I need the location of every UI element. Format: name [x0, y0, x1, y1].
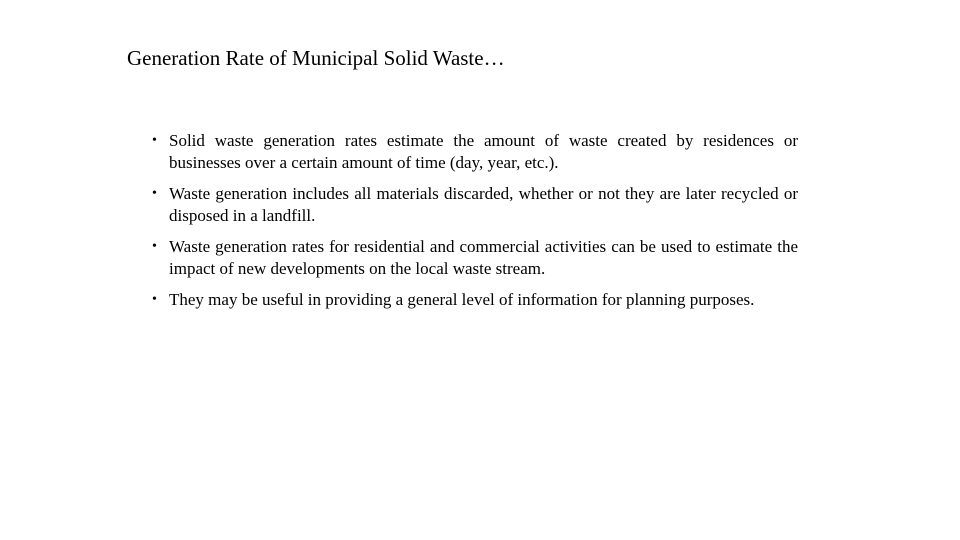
- bullet-icon: •: [152, 239, 157, 254]
- bullet-icon: •: [152, 186, 157, 201]
- bullet-text: Waste generation includes all materials discarded, whether or not they are later recycled or disposed in a landfill.: [169, 184, 798, 225]
- bullet-text: Waste generation rates for residential and commercial activities can be used to estimate the impact of new developments on the local waste stream.: [169, 237, 798, 278]
- slide-title: Generation Rate of Municipal Solid Waste…: [127, 46, 505, 70]
- bullet-list: [152, 130, 798, 320]
- bullet-text: Solid waste generation rates estimate the amount of waste created by residences or businesses over a certain amount of time (day, year, etc.).: [169, 131, 798, 172]
- bullet-item: [152, 130, 798, 174]
- bullet-icon: •: [152, 292, 157, 307]
- bullet-text: They may be useful in providing a general level of information for planning purposes.: [169, 290, 755, 309]
- bullet-item: [152, 183, 798, 227]
- bullet-item: [152, 236, 798, 280]
- bullet-icon: •: [152, 133, 157, 148]
- bullet-item: [152, 289, 798, 311]
